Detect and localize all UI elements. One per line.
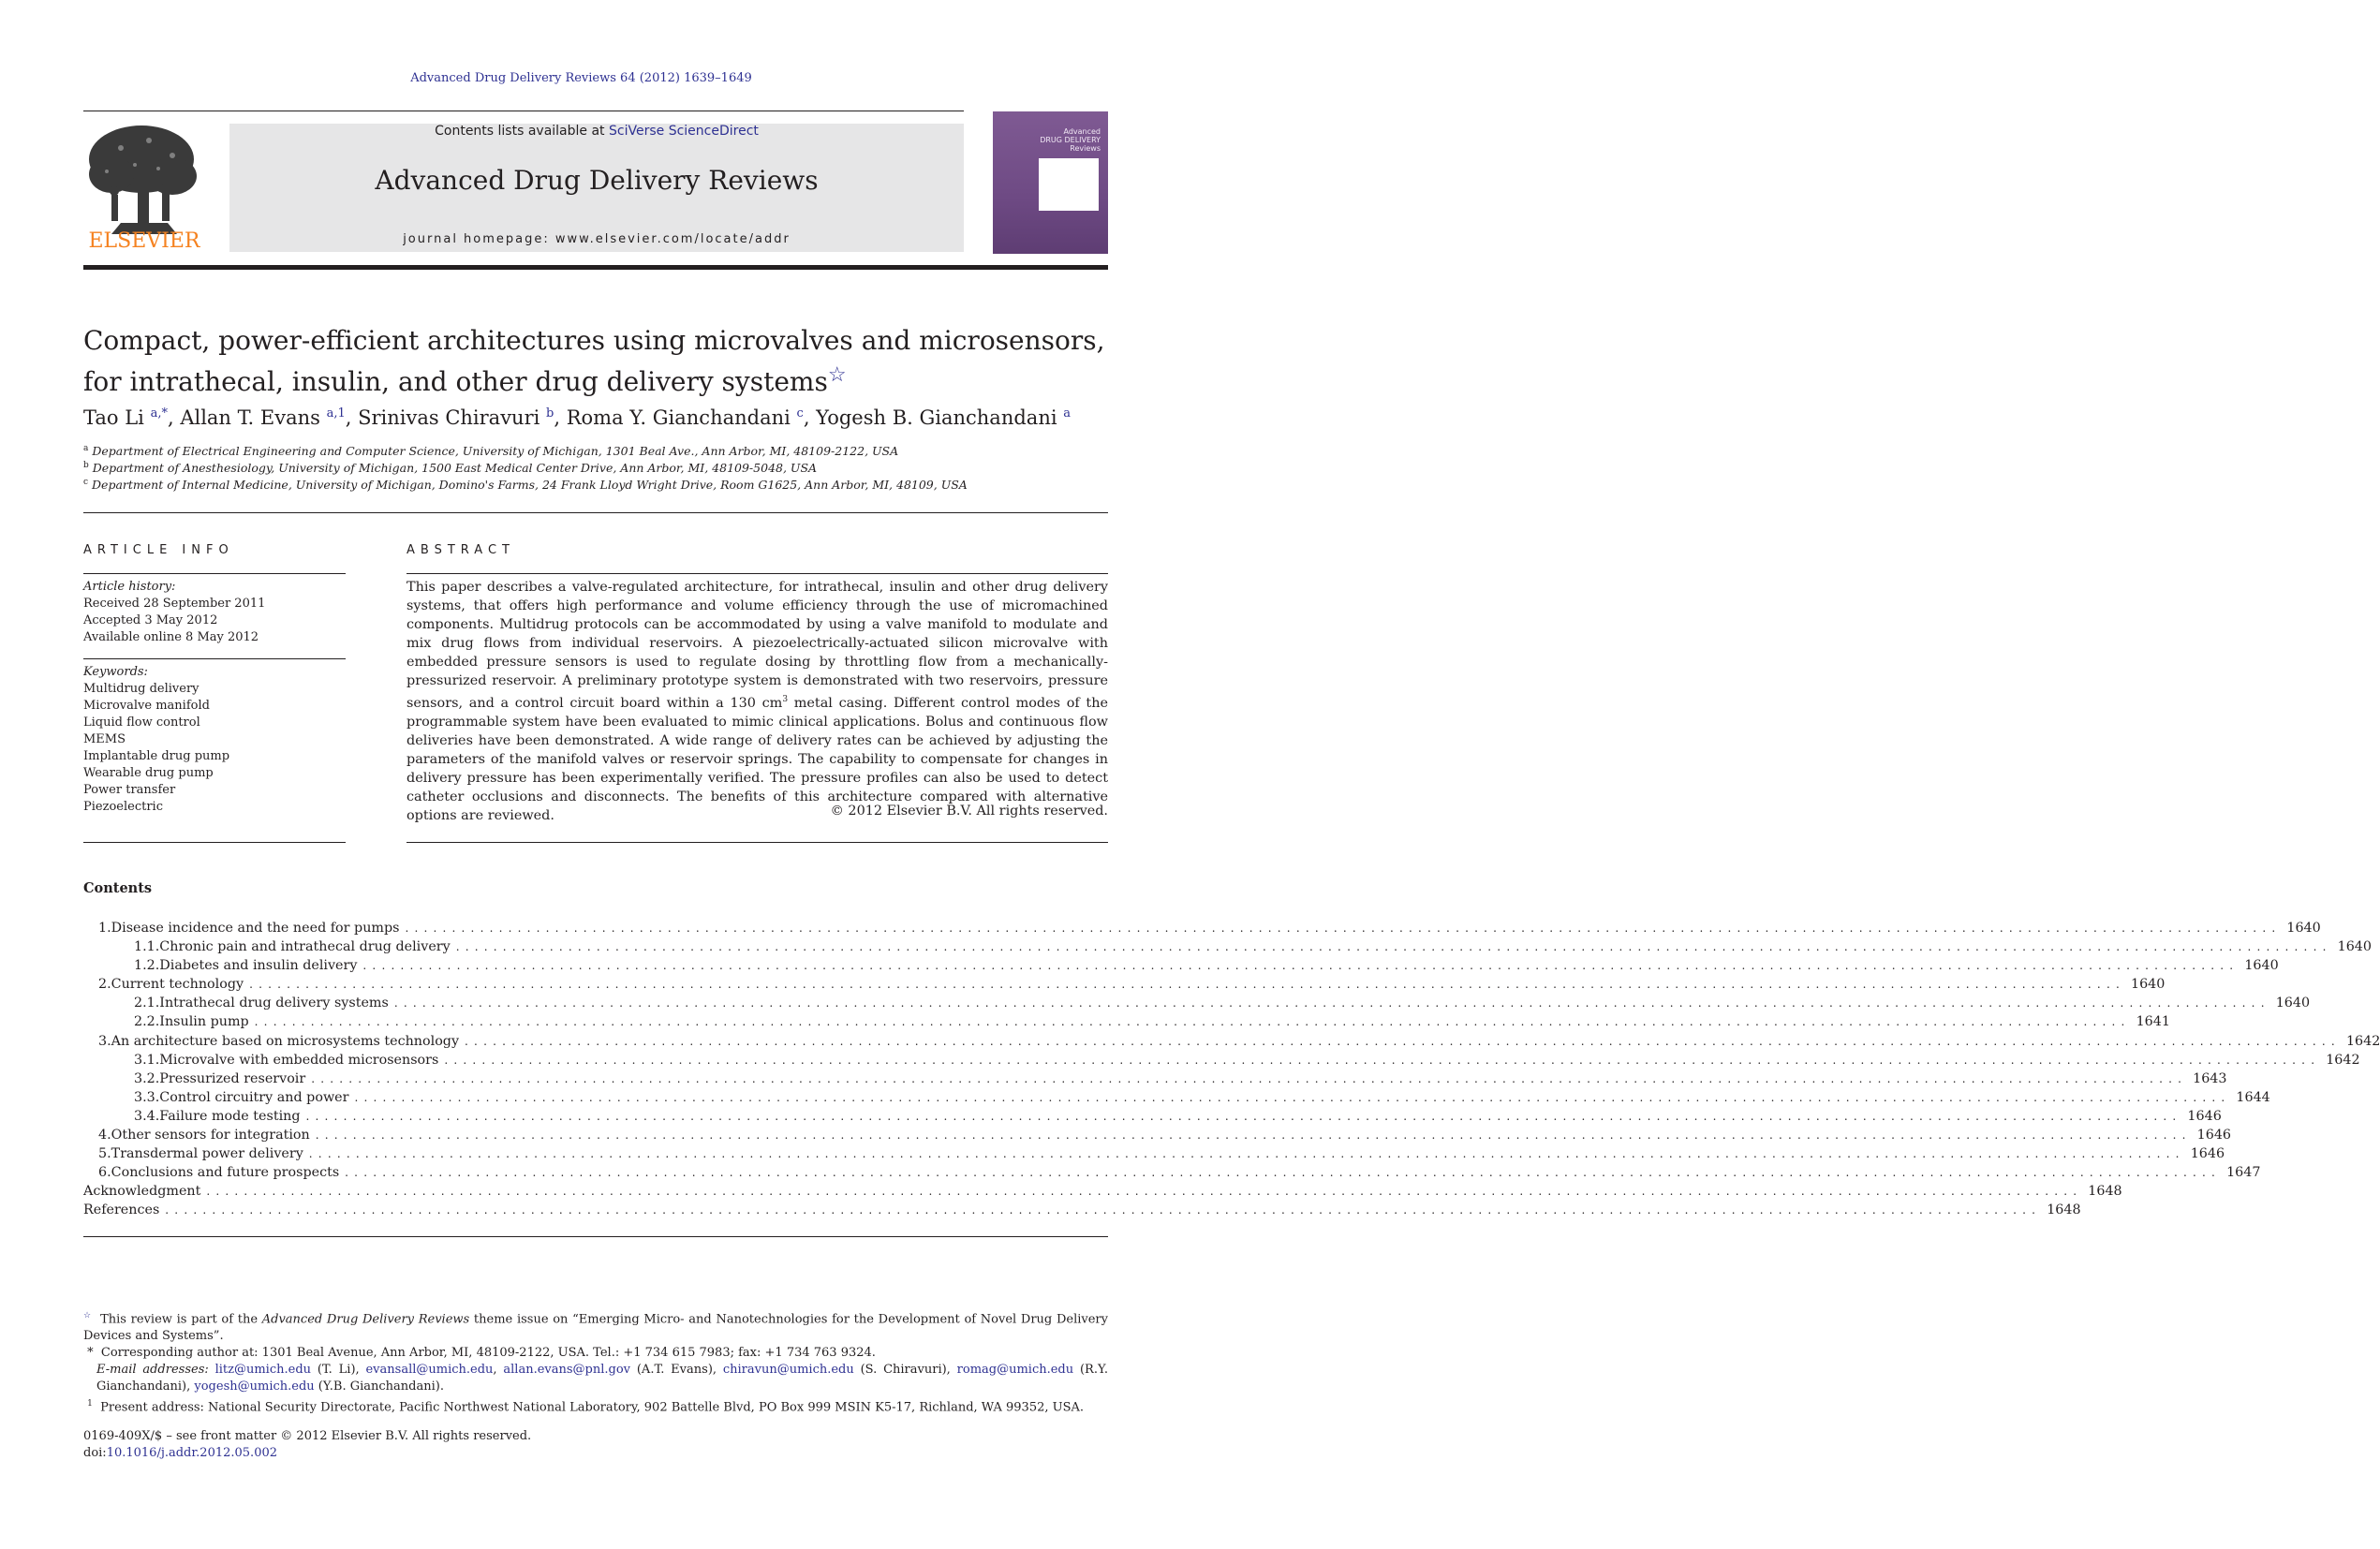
affiliation-text: Department of Internal Medicine, University of Michigan, Domino's Farms, 24 Frank Lloyd Wright Drive, Room G1625, Ann Arbor, MI, 48109, USA — [92, 478, 968, 493]
author-separator: , — [167, 406, 181, 429]
issn-line: 0169-409X/$ – see front matter © 2012 Elsevier B.V. All rights reserved. — [83, 1429, 532, 1443]
email-link[interactable]: allan.evans@pnl.gov — [503, 1363, 631, 1378]
toc-page: 1642 — [2341, 1034, 2380, 1049]
abstract-text — [407, 578, 1108, 825]
author-separator: , — [345, 406, 359, 429]
history-accepted: Accepted 3 May 2012 — [83, 613, 218, 627]
cover-image-area — [1039, 158, 1099, 211]
toc-leader-dots: ........................................................................................................................................................................................................ — [362, 959, 2240, 973]
footnote-text: Present address: National Security Directorate, Pacific Northwest National Laboratory, 902 Battelle Blvd, PO Box 999 MSIN K5-17, Richland, WA 99352, USA. — [100, 1400, 1085, 1415]
toc-leader-dots: ........................................................................................................................................................................................................ — [444, 1053, 2321, 1067]
email-owner: (S. Chiravuri), — [853, 1363, 957, 1378]
footnote-theme-issue — [83, 1307, 1108, 1345]
toc-entry[interactable] — [83, 1128, 2232, 1146]
cover-line-1: Advanced — [1063, 127, 1101, 136]
toc-page: 1646 — [2192, 1128, 2231, 1143]
affiliation-mark: a — [83, 444, 89, 453]
toc-leader-dots: ........................................................................................................................................................................................................ — [354, 1090, 2231, 1104]
toc-label: Transdermal power delivery — [111, 1146, 309, 1161]
toc-label: Acknowledgment — [83, 1184, 206, 1199]
toc-label: Chronic pain and intrathecal drug delivery — [159, 939, 455, 954]
email-link[interactable]: romag@umich.edu — [956, 1363, 1074, 1378]
present-address-mark: 1 — [87, 1399, 93, 1409]
toc-number: 3.4. — [134, 1108, 160, 1124]
toc-entry[interactable] — [83, 939, 2372, 958]
toc-page: 1646 — [2181, 1109, 2221, 1124]
author-name: Yogesh B. Gianchandani — [816, 406, 1064, 429]
toc-leader-dots: ........................................................................................................................................................................................................ — [465, 1034, 2341, 1048]
toc-label: Diabetes and insulin delivery — [159, 958, 362, 973]
keywords-label: Keywords: — [83, 665, 148, 679]
article-info-rule — [83, 658, 346, 659]
journal-homepage[interactable]: journal homepage: www.elsevier.com/locate/addr — [403, 232, 791, 246]
toc-number: 3.2. — [134, 1070, 160, 1086]
contents-heading: Contents — [83, 880, 153, 896]
toc-label: Insulin pump — [159, 1014, 254, 1029]
toc-number: 2.2. — [134, 1014, 160, 1030]
toc-page: 1640 — [2270, 996, 2310, 1011]
corresponding-mark: * — [87, 1346, 94, 1361]
toc-leader-dots: ........................................................................................................................................................................................................ — [393, 996, 2270, 1011]
history-received: Received 28 September 2011 — [83, 597, 266, 611]
author-affiliation-mark[interactable]: b — [546, 406, 554, 420]
footnote-text: This review is part of the — [100, 1312, 262, 1327]
toc-number: 1. — [98, 921, 111, 936]
journal-title: Advanced Drug Delivery Reviews — [375, 165, 819, 196]
toc-number: 2. — [98, 977, 111, 993]
toc-leader-dots: ........................................................................................................................................................................................................ — [305, 1109, 2182, 1123]
toc-label: An architecture based on microsystems technology — [111, 1034, 465, 1049]
toc-number: 1.2. — [134, 958, 160, 974]
cover-line-3: Reviews — [1070, 144, 1101, 153]
email-link[interactable]: evansall@umich.edu — [365, 1363, 494, 1378]
keyword-list — [83, 681, 346, 816]
author-name: Srinivas Chiravuri — [358, 406, 547, 429]
paper-title — [83, 323, 1108, 399]
keyword-item: Microvalve manifold — [83, 699, 210, 713]
email-owner: (T. Li), — [311, 1363, 366, 1378]
affiliation-b — [83, 461, 1108, 475]
author-list — [83, 406, 1108, 429]
toc-leader-dots: ........................................................................................................................................................................................................ — [249, 978, 2125, 992]
abstract-heading: ABSTRACT — [407, 543, 515, 557]
contents-availability — [229, 124, 964, 139]
email-link[interactable]: chiravun@umich.edu — [722, 1363, 854, 1378]
contents-prefix: Contents lists available at — [435, 124, 609, 139]
toc-number: 5. — [98, 1146, 111, 1162]
toc-entry[interactable] — [83, 1165, 2261, 1184]
toc-entry[interactable] — [83, 1014, 2170, 1033]
toc-number: 1.1. — [134, 939, 160, 955]
toc-entry[interactable] — [83, 1202, 2081, 1221]
toc-page: 1642 — [2320, 1053, 2359, 1068]
footnote-star-icon: ☆ — [83, 1311, 92, 1320]
doi-line — [83, 1445, 531, 1462]
toc-label: References — [83, 1202, 165, 1217]
toc-number: 3.1. — [134, 1052, 160, 1068]
footnote-journal: Advanced Drug Delivery Reviews — [261, 1312, 470, 1327]
abstract-superscript: 3 — [782, 695, 789, 704]
title-footnote-star-icon[interactable]: ☆ — [827, 363, 847, 387]
toc-page: 1648 — [2041, 1202, 2080, 1217]
title-line-2 — [83, 358, 1108, 399]
footnote-text: Corresponding author at: 1301 Beal Avenue, Ann Arbor, MI, 48109-2122, USA. Tel.: +1 734 615 7983; fax: +1 734 763 9324. — [100, 1346, 876, 1361]
toc-entry[interactable] — [83, 1089, 2270, 1109]
history-online: Available online 8 May 2012 — [83, 630, 259, 644]
toc-page: 1641 — [2131, 1014, 2170, 1029]
toc-page: 1647 — [2221, 1165, 2260, 1180]
keywords — [83, 664, 346, 816]
toc-leader-dots: ........................................................................................................................................................................................................ — [315, 1129, 2192, 1143]
abstract-part-1: This paper describes a valve-regulated architecture, for intrathecal, insulin and other drug delivery systems, that offers high performance and volume efficiency through the use of micromachined components. Multidrug protocols can be accommodated by using a valve manifold to modulate and mix drug flows from individual reservoirs. A piezoelectrically-actuated silicon microvalve with embedded pressure sensors is used to regulate dosing by throttling flow from a mechanically-pressurized reservoir. A preliminary prototype system is demonstrated with two reservoirs, pressure sensors, and a control circuit board within a 130 cm — [407, 580, 1108, 711]
toc-page: 1648 — [2082, 1184, 2121, 1199]
article-info-heading: ARTICLE INFO — [83, 543, 234, 557]
toc-number: 6. — [98, 1165, 111, 1181]
toc-number: 3. — [98, 1033, 111, 1049]
toc-entry[interactable] — [83, 977, 2166, 996]
title-line-2-text: for intrathecal, insulin, and other drug delivery systems — [83, 366, 828, 397]
doi-prefix: doi: — [83, 1446, 107, 1460]
toc-leader-dots: ........................................................................................................................................................................................................ — [345, 1166, 2222, 1180]
author-separator: , — [803, 406, 817, 429]
toc-page: 1640 — [2125, 977, 2165, 992]
article-info-rule — [83, 573, 346, 574]
toc-label: Pressurized reservoir — [159, 1071, 311, 1086]
footnote-corresponding — [83, 1345, 1108, 1362]
keyword-item: Liquid flow control — [83, 715, 200, 730]
author-affiliation-mark[interactable]: a — [1063, 406, 1071, 420]
toc-entry[interactable] — [83, 1184, 2122, 1202]
toc-leader-dots: ........................................................................................................................................................................................................ — [206, 1185, 2083, 1199]
journal-cover-thumbnail[interactable] — [993, 111, 1108, 254]
keyword-item: Implantable drug pump — [83, 749, 230, 763]
toc-number: 4. — [98, 1128, 111, 1143]
title-line-1: Compact, power-efficient architectures using microvalves and microsensors, — [83, 325, 1105, 356]
article-info-rule — [83, 842, 346, 843]
email-owner: (R.Y. Gianchandani), — [96, 1363, 1109, 1394]
abstract-rule — [407, 573, 1108, 574]
toc-leader-dots: ........................................................................................................................................................................................................ — [405, 922, 2282, 935]
author-affiliation-mark[interactable]: a,* — [150, 406, 168, 420]
keyword-item: Power transfer — [83, 783, 176, 797]
toc-leader-dots: ........................................................................................................................................................................................................ — [308, 1147, 2185, 1161]
keyword-item: Piezoelectric — [83, 800, 163, 814]
abstract-copyright: © 2012 Elsevier B.V. All rights reserved. — [830, 804, 1108, 819]
toc-label: Failure mode testing — [159, 1109, 305, 1124]
elsevier-logo[interactable] — [83, 120, 205, 256]
footnote-present-address — [83, 1395, 1108, 1416]
toc-page: 1644 — [2230, 1090, 2269, 1105]
toc-leader-dots: ........................................................................................................................................................................................................ — [311, 1071, 2188, 1085]
front-matter — [83, 1428, 531, 1462]
toc-leader-dots: ........................................................................................................................................................................................................ — [455, 940, 2332, 954]
toc-label: Disease incidence and the need for pumps — [111, 921, 406, 936]
toc-page: 1640 — [2332, 939, 2372, 954]
affiliation-mark: b — [83, 461, 89, 470]
toc-label: Intrathecal drug delivery systems — [159, 996, 394, 1011]
cover-line-2: DRUG DELIVERY — [1040, 136, 1101, 144]
email-owner: , — [493, 1363, 504, 1378]
toc-entry[interactable] — [83, 921, 2321, 939]
keyword-item: MEMS — [83, 732, 126, 746]
running-header[interactable]: Advanced Drug Delivery Reviews 64 (2012) 1639–1649 — [410, 71, 752, 85]
toc-number: 3.3. — [134, 1089, 160, 1105]
masthead-bottom-rule — [83, 265, 1108, 270]
footnote-text: theme issue on “Emerging Micro- and Nanotechnologies for the Development of Novel Drug Delivery Devices and Systems”. — [83, 1312, 1108, 1344]
toc-page: 1643 — [2187, 1071, 2226, 1086]
article-history — [83, 579, 346, 646]
author-affiliation-mark[interactable]: a,1 — [326, 406, 346, 420]
cover-title — [993, 127, 1108, 153]
affiliation-mark: c — [83, 478, 89, 487]
toc-entry[interactable] — [83, 1146, 2225, 1165]
abstract-part-2: metal casing. Different control modes of the programmable system have been evaluated to mimic clinical applications. Bolus and continuous flow deliveries have been demonstrated. A wide range of delivery rates can be achieved by adjusting the parameters of the manifold valves or reservoir springs. The capability to compensate for changes in delivery pressure has been experimentally verified. The pressure profiles can also be used to detect catheter occlusions and disconnects. The benefits of this architecture compared with alternative options are reviewed. — [407, 695, 1109, 823]
title-divider — [83, 512, 1108, 513]
affiliation-c — [83, 478, 1108, 492]
author-separator: , — [554, 406, 567, 429]
toc-entry[interactable] — [83, 1108, 2222, 1128]
email-owner: (Y.B. Gianchandani). — [314, 1379, 444, 1394]
contents-rule — [83, 1236, 1108, 1237]
affiliation-a — [83, 444, 1108, 458]
email-link[interactable]: yogesh@umich.edu — [194, 1379, 315, 1394]
sciencedirect-link[interactable]: SciVerse ScienceDirect — [609, 124, 759, 139]
author-affiliation-mark[interactable]: c — [796, 406, 804, 420]
toc-leader-dots: ........................................................................................................................................................................................................ — [165, 1203, 2042, 1217]
keyword-item: Wearable drug pump — [83, 766, 214, 780]
toc-page: 1640 — [2239, 958, 2278, 973]
affiliation-text: Department of Anesthesiology, University of Michigan, 1500 East Medical Center Drive, Ann Arbor, MI, 48109-5048, USA — [92, 461, 818, 476]
email-owner: (A.T. Evans), — [630, 1363, 723, 1378]
toc-page: 1640 — [2281, 921, 2320, 936]
toc-label: Other sensors for integration — [111, 1128, 316, 1143]
abstract-rule — [407, 842, 1108, 843]
footnotes — [83, 1307, 1108, 1417]
doi-link[interactable]: 10.1016/j.addr.2012.05.002 — [106, 1446, 278, 1460]
toc-page: 1646 — [2185, 1146, 2225, 1161]
email-link[interactable]: litz@umich.edu — [214, 1363, 312, 1378]
affiliation-text: Department of Electrical Engineering and Computer Science, University of Michigan, 1301 Beal Ave., Ann Arbor, MI, 48109-2122, USA — [92, 444, 899, 459]
author-name: Allan T. Evans — [180, 406, 327, 429]
toc-label: Control circuitry and power — [159, 1090, 354, 1105]
toc-label: Conclusions and future prospects — [111, 1165, 346, 1180]
keyword-item: Multidrug delivery — [83, 682, 200, 696]
elsevier-wordmark: ELSEVIER — [88, 229, 200, 253]
table-of-contents — [83, 921, 2380, 1222]
toc-entry[interactable] — [83, 996, 2311, 1014]
author-name: Roma Y. Gianchandani — [566, 406, 797, 429]
toc-number: 2.1. — [134, 996, 160, 1011]
footnote-emails — [83, 1362, 1108, 1395]
toc-entry[interactable] — [83, 958, 2279, 977]
toc-leader-dots: ........................................................................................................................................................................................................ — [254, 1015, 2131, 1029]
toc-label: Current technology — [111, 977, 249, 992]
history-label: Article history: — [83, 580, 176, 594]
author-name: Tao Li — [83, 406, 151, 429]
toc-entry[interactable] — [83, 1070, 2227, 1090]
toc-label: Microvalve with embedded microsensors — [159, 1053, 444, 1068]
toc-entry[interactable] — [83, 1052, 2360, 1071]
email-label: E-mail addresses: — [96, 1363, 209, 1378]
toc-entry[interactable] — [83, 1033, 2380, 1053]
